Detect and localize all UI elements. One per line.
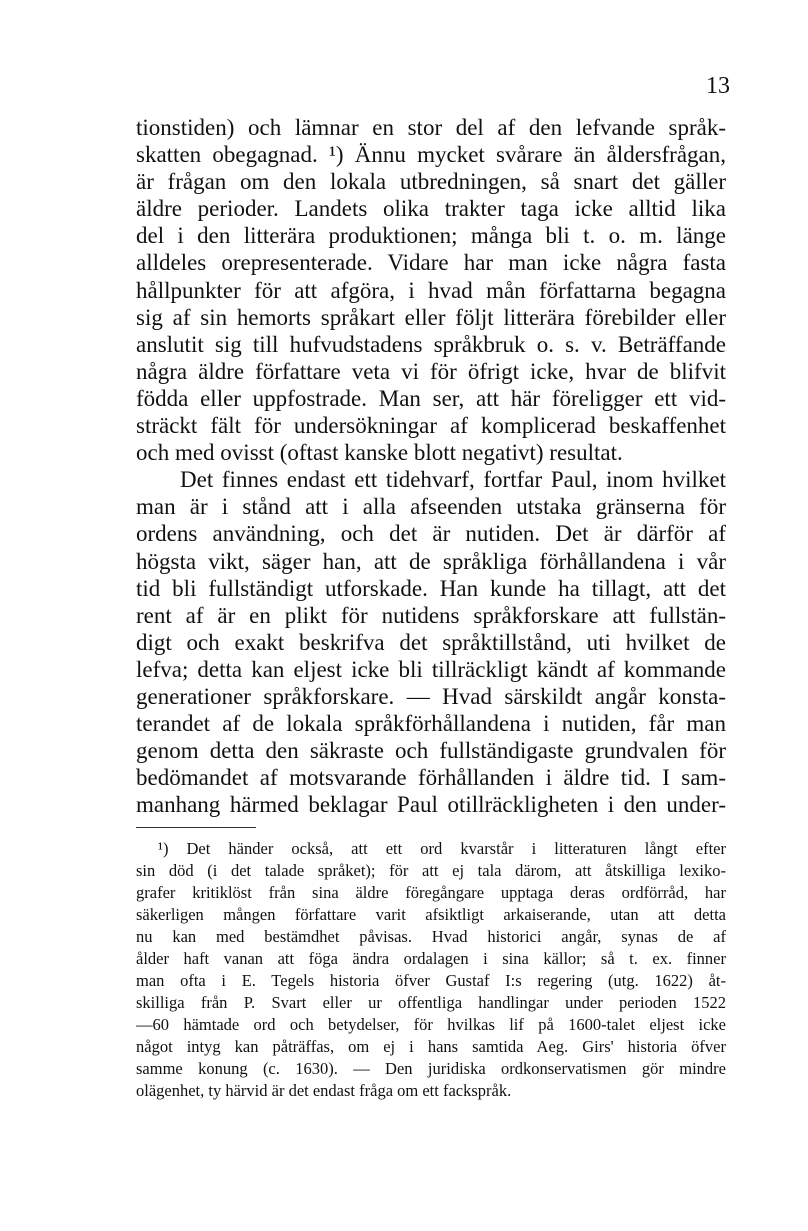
text-line: anslutit sig till hufvudstadens språkbruk o. s. v. Beträffande [136,331,726,357]
paragraph-end-line: och med ovisst (oftast kanske blott negativt) resultat. [136,440,623,466]
text-line: del i den litterära produktionen; många bli t. o. m. länge [136,223,726,249]
text-line: bedömandet af motsvarande förhållanden i äldre tid. I sam- [136,765,726,791]
text-line: ordens användning, och det är nutiden. Det är därför af [136,521,726,547]
text-line: genom detta den säkraste och fullständigaste grundvalen för [136,738,726,764]
main-text [136,114,726,818]
text-line: manhang härmed beklagar Paul otillräckligheten i den under- [136,792,726,818]
footnote-line: olägenhet, ty härvid är det endast fråga om ett fackspråk. [136,1081,512,1100]
footnote-line: skilliga från P. Svart eller ur offentliga handlingar under perioden 1522 [136,993,726,1012]
text-line: man är i stånd att i alla afseenden utstaka gränserna för [136,494,726,520]
text-line: generationer språkforskare. — Hvad särskildt angår konsta- [136,683,726,709]
text-line: sig af sin hemorts språkart eller följt litterära förebilder eller [136,304,726,330]
footnote-line: nu kan med bestämdhet påvisas. Hvad historici angår, synas de af [136,927,726,946]
text-line: äldre perioder. Landets olika trakter taga icke alltid lika [136,196,726,222]
text-line: högsta vikt, säger han, att de språkliga förhållandena i vår [136,548,726,574]
text-line: rent af är en plikt för nutidens språkforskare att fullstän- [136,602,726,628]
text-line: födda eller uppfostrade. Man ser, att här föreligger ett vid- [136,385,726,411]
footnote [136,838,726,1102]
footnote-line: grafer kritiklöst från sina äldre föregångare upptaga deras ordförråd, har [136,883,726,902]
text-line: lefva; detta kan eljest icke bli tillräckligt kändt af kommande [136,656,726,682]
footnote-line: något intyg kan påträffas, om ej i hans samtida Aeg. Girs' historia öfver [136,1037,726,1056]
footnote-line: sin död (i det talade språket); för att ej tala därom, att åtskilliga lexiko- [136,861,726,880]
text-line: sträckt fält för undersökningar af komplicerad beskaffenhet [136,413,726,439]
text-line: digt och exakt beskrifva det språktillstånd, uti hvilket de [136,629,726,655]
footnote-line: säkerligen mången författare varit afsiktligt arkaiserande, utan att detta [136,905,726,924]
text-line: hållpunkter för att afgöra, i hvad mån författarna begagna [136,277,726,303]
footnote-separator [136,827,256,828]
footnote-line: samme konung (c. 1630). — Den juridiska ordkonservatismen gör mindre [136,1059,726,1078]
footnote-line: ålder haft vanan att föga ändra ordalagen i sina källor; så t. ex. finner [136,949,726,968]
footnote-line: ¹) Det händer också, att ett ord kvarstår i litteraturen långt efter [158,839,726,858]
text-line: är frågan om den lokala utbredningen, så snart det gäller [136,169,726,195]
text-line: tionstiden) och lämnar en stor del af den lefvande språk- [136,115,726,140]
paragraph-start-line: Det finnes endast ett tidehvarf, fortfar Paul, inom hvilket [180,467,726,493]
text-line: alldeles orepresenterade. Vidare har man icke några fasta [136,250,726,276]
text-line: skatten obegagnad. ¹) Ännu mycket svårare än åldersfrågan, [136,142,726,168]
page-number: 13 [706,73,730,99]
text-line: några äldre författare veta vi för öfrigt icke, hvar de blifvit [136,358,726,384]
footnote-line: man ofta i E. Tegels historia öfver Gustaf I:s regering (utg. 1622) åt- [136,971,726,990]
text-line: terandet af de lokala språkförhållandena i nutiden, får man [136,711,726,737]
text-line: tid bli fullständigt utforskade. Han kunde ha tillagt, att det [136,575,726,601]
footnote-line: —60 hämtade ord och betydelser, för hvilkas lif på 1600-talet eljest icke [136,1015,726,1034]
